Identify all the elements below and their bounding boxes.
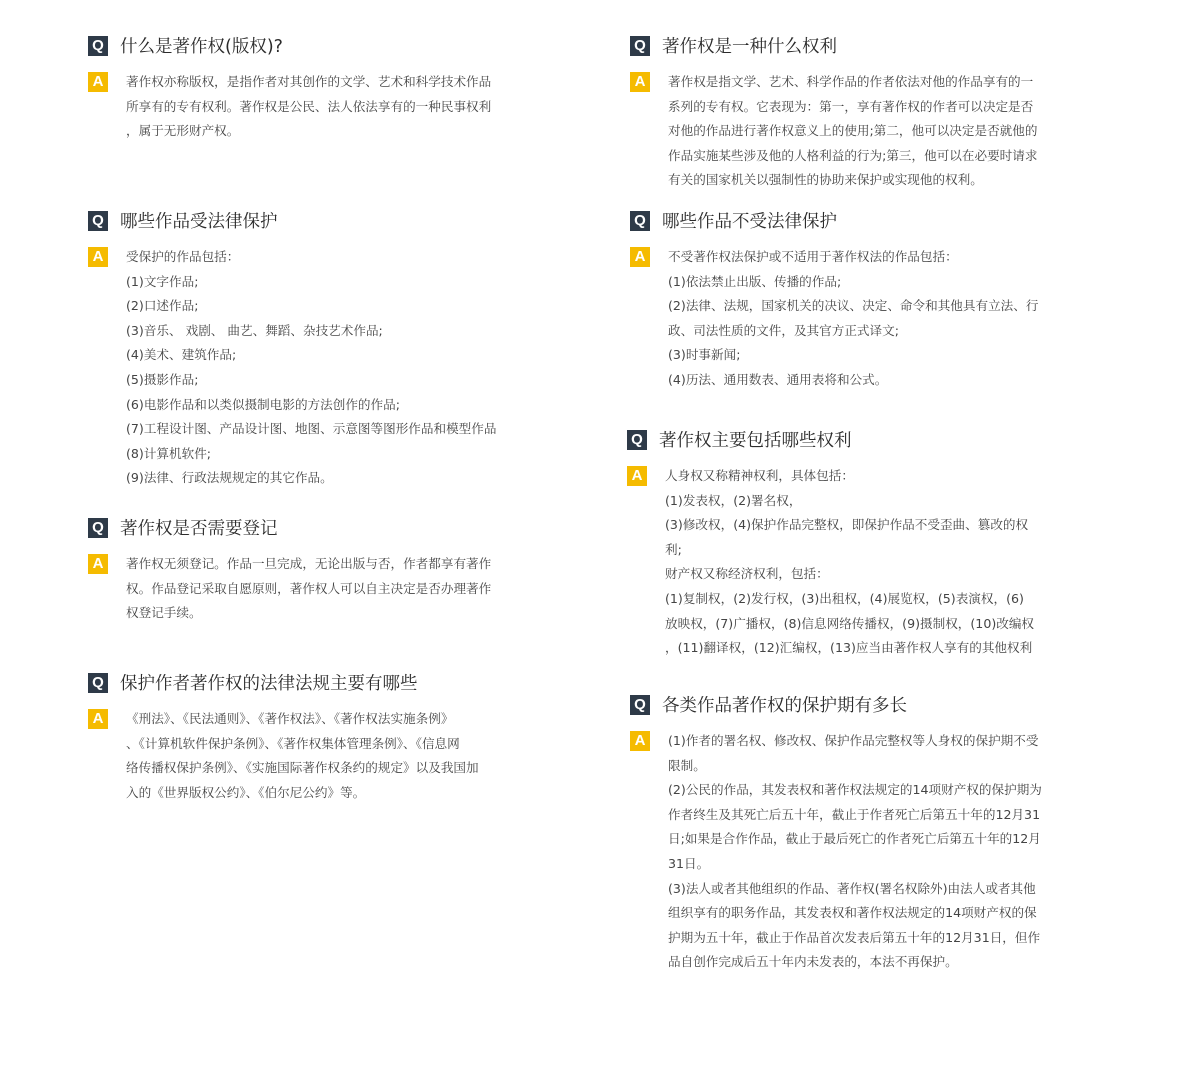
answer-line: 放映权，(7)广播权，(8)信息网络传播权，(9)摄制权，(10)改编权	[665, 615, 1035, 631]
answer-line: (3)音乐、 戏剧、 曲艺、舞蹈、杂技艺术作品;	[126, 322, 383, 338]
answer-line: 人身权又称精神权利，具体包括：	[665, 468, 854, 483]
answer-line: (6)电影作品和以类似摄制电影的方法创作的作品;	[126, 396, 400, 412]
answer-line: (1)发表权，(2)署名权，	[665, 492, 802, 508]
answer-row	[630, 729, 1042, 975]
question-title: 著作权主要包括哪些权利	[659, 431, 852, 451]
answer-line: (1)作者的署名权、修改权、保护作品完整权等人身权的保护期不受	[668, 733, 1039, 748]
answer-line: (1)文字作品;	[126, 273, 199, 289]
answer-text	[126, 552, 491, 626]
answer-line: 有关的国家机关以强制性的协助来保护或实现他的权利。	[668, 172, 983, 188]
question-row	[630, 210, 1038, 234]
answer-row	[88, 552, 491, 626]
answer-line: 《刑法》、《民法通则》、《著作权法》、《著作权法实施条例》	[126, 711, 454, 726]
answer-line: (4)历法、通用数表、通用表将和公式。	[668, 371, 888, 387]
answer-line: 著作权无须登记。作品一旦完成，无论出版与否，作者都享有著作	[126, 556, 492, 571]
answer-line: 所享有的专有权利。著作权是公民、法人依法享有的一种民事权利	[126, 98, 492, 114]
question-title: 保护作者著作权的法律法规主要有哪些	[120, 674, 418, 694]
question-title: 哪些作品受法律保护	[120, 212, 278, 232]
answer-line: (1)依法禁止出版、传播的作品;	[668, 273, 842, 289]
answer-line: 权登记手续。	[126, 605, 202, 621]
answer-line: 品自创作完成后五十年内未发表的，本法不再保护。	[668, 954, 958, 970]
answer-line: 作品实施某些涉及他的人格利益的行为;第三，他可以在必要时请求	[668, 147, 1038, 163]
question-row	[88, 35, 491, 59]
answer-row	[630, 70, 1037, 193]
q-badge-icon: Q	[630, 36, 650, 56]
answer-line: 不受著作权法保护或不适用于著作权法的作品包括：	[668, 249, 958, 264]
answer-line: ，(11)翻译权，(12)汇编权，(13)应当由著作权人享有的其他权利	[665, 640, 1033, 656]
a-badge-icon: A	[630, 72, 650, 92]
answer-line: 31日。	[668, 855, 710, 871]
answer-line: (9)法律、行政法规规定的其它作品。	[126, 470, 333, 486]
answer-line: ，属于无形财产权。	[126, 123, 240, 139]
answer-row	[88, 245, 496, 491]
answer-text	[668, 245, 1038, 393]
answer-line: 著作权是指文学、艺术、科学作品的作者依法对他的作品享有的一	[668, 74, 1034, 89]
question-row	[88, 210, 496, 234]
answer-text	[668, 729, 1042, 975]
answer-line: 政、司法性质的文件，及其官方正式译文;	[668, 322, 899, 338]
faq-item	[88, 517, 491, 626]
q-badge-icon: Q	[88, 518, 108, 538]
answer-line: 对他的作品进行著作权意义上的使用;第二，他可以决定是否就他的	[668, 123, 1038, 139]
q-badge-icon: Q	[88, 211, 108, 231]
answer-line: 入的《世界版权公约》、《伯尔尼公约》等。	[126, 784, 366, 800]
answer-line: (2)口述作品;	[126, 298, 199, 314]
answer-line: (3)时事新闻;	[668, 347, 741, 363]
question-title: 著作权是否需要登记	[120, 519, 278, 539]
answer-line: (2)法律、法规，国家机关的决议、决定、命令和其他具有立法、行	[668, 298, 1039, 314]
question-title: 什么是著作权(版权)?	[120, 37, 283, 57]
question-title: 各类作品著作权的保护期有多长	[662, 696, 907, 716]
a-badge-icon: A	[88, 554, 108, 574]
a-badge-icon: A	[630, 247, 650, 267]
faq-item	[630, 694, 1042, 975]
answer-line: (3)法人或者其他组织的作品、著作权(署名权除外)由法人或者其他	[668, 880, 1036, 896]
answer-text	[126, 245, 496, 491]
a-badge-icon: A	[88, 247, 108, 267]
answer-line: (2)公民的作品，其发表权和著作权法规定的14项财产权的保护期为	[668, 782, 1042, 798]
answer-text	[126, 707, 479, 805]
q-badge-icon: Q	[88, 36, 108, 56]
answer-row	[630, 245, 1038, 393]
answer-row	[627, 464, 1034, 661]
q-badge-icon: Q	[88, 673, 108, 693]
answer-line: 日;如果是合作作品，截止于最后死亡的作者死亡后第五十年的12月	[668, 831, 1041, 847]
answer-text	[126, 70, 491, 144]
question-row	[88, 517, 491, 541]
faq-item	[88, 210, 496, 491]
answer-line: (8)计算机软件;	[126, 445, 212, 461]
faq-item	[630, 210, 1038, 393]
answer-line: 护期为五十年，截止于作品首次发表后第五十年的12月31日，但作	[668, 929, 1041, 945]
answer-line: 利;	[665, 541, 682, 557]
question-row	[88, 672, 479, 696]
answer-line: (5)摄影作品;	[126, 371, 199, 387]
a-badge-icon: A	[630, 731, 650, 751]
answer-row	[88, 70, 491, 144]
answer-text	[665, 464, 1034, 661]
question-row	[630, 35, 1037, 59]
answer-line: 络传播权保护条例》、《实施国际著作权条约的规定》以及我国加	[126, 760, 479, 776]
answer-line: 、《计算机软件保护条例》、《著作权集体管理条例》、《信息网	[126, 735, 460, 751]
q-badge-icon: Q	[630, 211, 650, 231]
answer-line: 组织享有的职务作品，其发表权和著作权法规定的14项财产权的保	[668, 905, 1037, 921]
answer-line: 系列的专有权。它表现为：第一，享有著作权的作者可以决定是否	[668, 98, 1034, 114]
faq-item	[630, 35, 1037, 193]
faq-item	[627, 429, 1034, 661]
answer-line: 作者终生及其死亡后五十年，截止于作者死亡后第五十年的12月31	[668, 806, 1041, 822]
answer-text	[668, 70, 1037, 193]
answer-line: (7)工程设计图、产品设计图、地图、示意图等图形作品和模型作品	[126, 421, 497, 437]
faq-item	[88, 35, 491, 144]
question-row	[630, 694, 1042, 718]
question-title: 哪些作品不受法律保护	[662, 212, 837, 232]
answer-line: 权。作品登记采取自愿原则，著作权人可以自主决定是否办理著作	[126, 580, 492, 596]
answer-line: 著作权亦称版权，是指作者对其创作的文学、艺术和科学技术作品	[126, 74, 492, 89]
answer-line: 限制。	[668, 757, 706, 773]
a-badge-icon: A	[88, 709, 108, 729]
question-row	[627, 429, 1034, 453]
a-badge-icon: A	[88, 72, 108, 92]
answer-row	[88, 707, 479, 805]
q-badge-icon: Q	[630, 695, 650, 715]
a-badge-icon: A	[627, 466, 647, 486]
answer-line: (4)美术、建筑作品;	[126, 347, 237, 363]
answer-line: (1)复制权，(2)发行权，(3)出租权，(4)展览权，(5)表演权，(6)	[665, 590, 1024, 606]
q-badge-icon: Q	[627, 430, 647, 450]
faq-item	[88, 672, 479, 805]
answer-line: 财产权又称经济权利，包括：	[665, 566, 829, 582]
answer-line: (3)修改权，(4)保护作品完整权，即保护作品不受歪曲、篡改的权	[665, 517, 1029, 533]
question-title: 著作权是一种什么权利	[662, 37, 837, 57]
answer-line: 受保护的作品包括：	[126, 249, 240, 264]
